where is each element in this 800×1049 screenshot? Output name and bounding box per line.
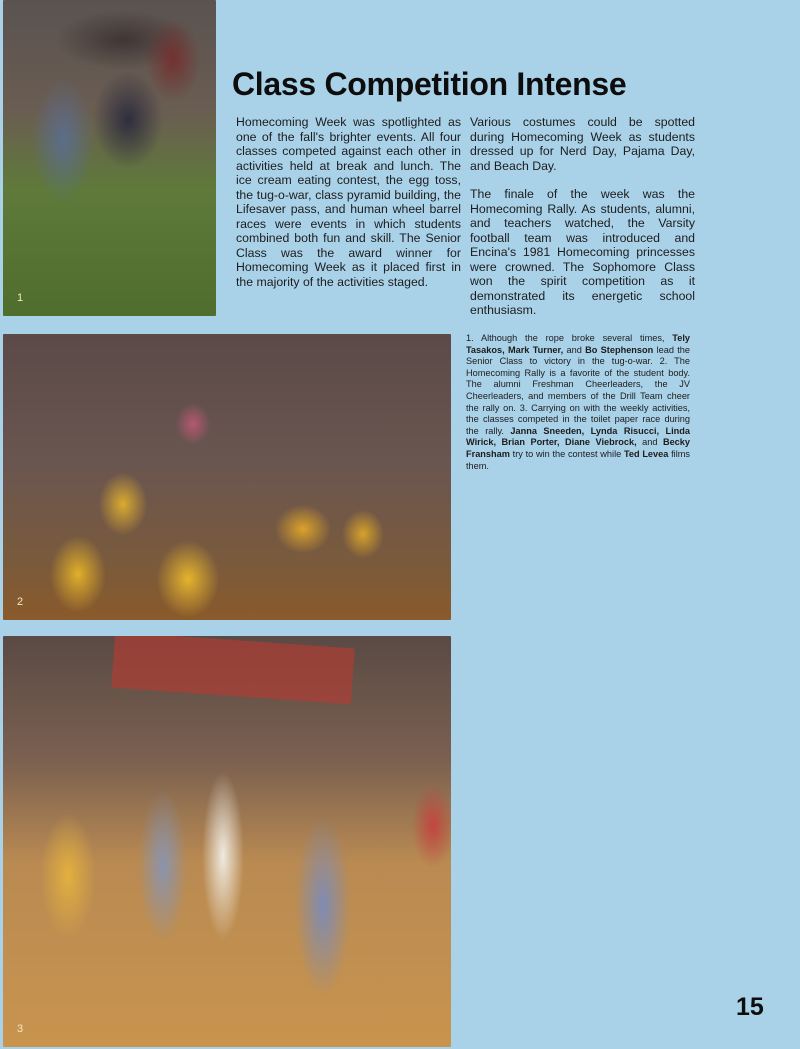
caption-text: 1. Although the rope broke several times, — [466, 333, 673, 343]
body-paragraph: Various costumes could be spotted during Homecoming Week as students dressed up for Nerd Day, Pajama Day, and Beach Day. — [470, 115, 695, 173]
photo-number-2: 2 — [17, 596, 24, 608]
body-paragraph: Homecoming Week was spotlighted as one of the fall's brighter events. All four classes competed against each other in activities held at break and lunch. The ice cream eating contest, the egg toss, the tug-o-war, class pyramid building, the Lifesaver pass, and human wheel barrel races were events in which students combined both fun and skill. The Senior Class was the award winner for Homecoming Week as it placed first in the majority of the activities staged. — [236, 115, 461, 289]
caption-text: films them. — [466, 448, 690, 471]
body-column-right — [470, 115, 695, 332]
caption-name: Bo Stephenson — [585, 344, 654, 355]
photo-number-1: 1 — [17, 292, 24, 304]
caption-name: Tely Tasakos, Mark Turner, — [466, 333, 690, 355]
photo-caption — [466, 333, 690, 472]
photo-number-3: 3 — [17, 1023, 24, 1035]
gym-banner — [111, 636, 354, 704]
caption-text: try to win the contest while — [509, 448, 624, 459]
photo-toilet-paper-race — [3, 636, 451, 1047]
caption-name: Janna Sneeden, Lynda Risucci, Linda Wirick, Brian Porter, Diane Viebrock, — [466, 425, 690, 448]
caption-text: and — [636, 437, 663, 448]
body-paragraph: The finale of the week was the Homecoming Rally. As students, alumni, and teachers watched, the Varsity football team was introduced and Encina's 1981 Homecoming princesses were crowned. The Sophomore Class won the spirit competition as it demonstrated its energetic school enthusiasm. — [470, 187, 695, 317]
page-number: 15 — [736, 993, 764, 1021]
caption-name: Becky Fransham — [466, 437, 691, 459]
caption-text: lead the Senior Class to victory in the tug-o-war. 2. The Homecoming Rally is a favorite of the student body. The alumni Freshman Cheerleaders, the JV Cheerleaders, and members of the Drill Team cheer the rally on. 3. Carrying on with the weekly activities, the classes competed in the toilet paper race during the rally. — [466, 344, 691, 436]
photo-cheerleaders-rally — [3, 334, 451, 620]
caption-text: and — [563, 344, 586, 355]
caption-name: Ted Levea — [623, 448, 669, 459]
page-title: Class Competition Intense — [232, 66, 627, 102]
photo-tug-of-war — [3, 0, 216, 316]
body-column-left — [236, 115, 461, 303]
